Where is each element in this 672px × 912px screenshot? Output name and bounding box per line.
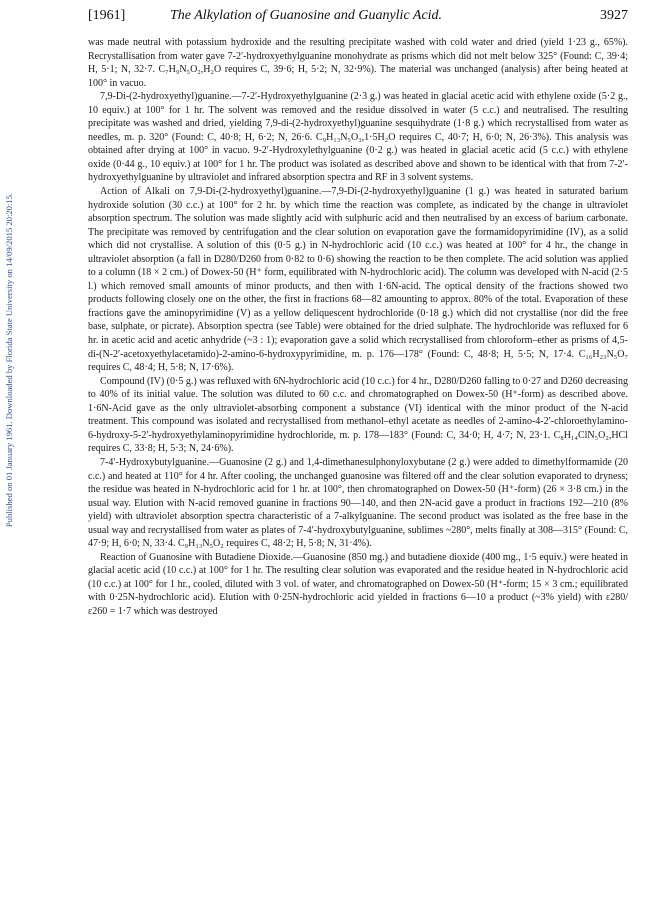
paragraph: 7,9-Di-(2-hydroxyethyl)guanine.—7-2′-Hydroxyethylguanine (2·3 g.) was heated in glacial acetic acid with ethylene oxide (5·2 g., 10 equiv.) at 100° for 1 hr. The solvent was removed and the residue dissolved in water (5 c.c.) and neutralised. The resulting precipitate was washed and dried, yielding 7,9-di-(2-hydroxyethyl)guanine sesquihydrate (1·8 g.) which recrystallised from water as needles, m. p. 320° (Found: C, 40·8; H, 6·2; N, 26·6. C₉H₁₃N₅O₃,1·5H₂O requires C, 40·7; H, 6·0; N, 26·3%). This analysis was obtained after drying at 100° in vacuo. 9-2′-Hydroxylethylguanine (0·2 g.) was heated in glacial acetic acid (5 c.c.) with ethylene oxide (0·44 g., 10 equiv.) at 100° for 1 hr. The product was isolated as described above and shown to be identical with that from 7-2′-hydroxyethylguanine by ultraviolet and infrared absorption spectra and RF in 3 solvent systems.: [88, 91, 628, 184]
paragraph: was made neutral with potassium hydroxide and the resulting precipitate washed with cold water and dried (yield 1·23 g., 65%). Recrystallisation from water gave 7-2′-hydroxyethylguanine monohydrate as prisms which did not melt below 325° (Found: C, 39·4; H, 5·1; N, 32·7. C₇H₉N₅O₂,H₂O requires C, 39·6; H, 5·2; N, 32·9%). The material was unchanged (analysis) after being heated at 100° in vacuo.: [88, 37, 628, 89]
header-year: [1961]: [88, 8, 126, 23]
download-notice: [0, 150, 18, 570]
page-number: 3927: [600, 8, 628, 23]
header-title: The Alkylation of Guanosine and Guanylic Acid.: [170, 8, 443, 23]
paragraph: Action of Alkali on 7,9-Di-(2-hydroxyethyl)guanine.—7,9-Di-(2-hydroxyethyl)guanine (1 g.) was heated in saturated barium hydroxide solution (30 c.c.) at 100° for 2 hr. by which time the reaction was complete, as indicated by the change in ultraviolet absorption spectrum. The solution was made slightly acid with sulphuric acid and then neutralised by an excess of barium carbonate. The precipitate was removed by centrifugation and the clear solution on evaporation gave the formamidopyrimidine (IV), as a solid which did not crystallise. A solution of this (0·5 g.) in N-hydrochloric acid (10 c.c.) was heated at 100° for 4 hr., the change in ultraviolet absorption (a fall in D280/D260 from 0·82 to 0·6) showing the reaction to be then complete. The acid solution was applied to a column (18 × 2 cm.) of Dowex-50 (H⁺ form, equilibrated with N-hydrochloric acid). The column was developed with N-acid (2·5 l.) which removed small amounts of minor products, and then with 1·6N-acid. The optical density of the fractions showed two products following closely one on the other, the first in fractions 68—82 amounting to approx. 80% of the total. Evaporation of these fractions gave the aminopyrimidine (V) as a yellow deliquescent hydrochloride (0·18 g.) which did not crystallise (nor did the free base, sulphate, or picrate). Absorption spectra (see Table) were obtained for the dried sulphate. The hydrochloride was refluxed for 6 hr. in acetic acid and acetic anhydride (~3 : 1); evaporation gave a solid which recrystallised from chloroform–ether as prisms of 4,5-di-(N-2′-acetoxyethylacetamido)-2-amino-6-hydroxypyrimidine, m. p. 176—178° (Found: C, 48·8; H, 5·5; N, 17·4. C₁₆H₂₃N₅O₇ requires C, 48·4; H, 5·8; N, 17·6%).: [88, 186, 628, 374]
paragraph: 7-4′-Hydroxybutylguanine.—Guanosine (2 g.) and 1,4-dimethanesulphonyloxybutane (2 g.) were added to dimethylformamide (20 c.c.) and heated at 110° for 4 hr. After cooling, the unchanged guanosine was filtered off and the clear solution evaporated to dryness; the residue was heated in N-hydrochloric acid for 1 hr. at 100°, then chromatographed on Dowex-50 (H⁺-form) (26 × 3·8 cm.) in the usual way. Elution with N-acid removed guanine in fractions 90—140, and then 2N-acid gave a product in fractions 192—210 (8% yield) with ultraviolet absorption spectra characteristic of a 7-alkylguanine. The second product was isolated as the free base in the usual way and recrystallised from water as plates of 7-4′-hydroxybutylguanine, sublimes ~280°, melts finally at 308—315° (Found: C, 47·9; H, 6·0; N, 33·4. C₉H₁₃N₅O₂ requires C, 48·2; H, 5·8; N, 31·4%).: [88, 456, 628, 550]
paragraph: Reaction of Guanosine with Butadiene Dioxide.—Guanosine (850 mg.) and butadiene dioxide (400 mg., 1·5 equiv.) were heated in glacial acetic acid (10 c.c.) at 100° for 1 hr. The resulting clear solution was evaporated and the residue heated in N-hydrochloric acid (10 c.c.) at 100° for 1 hr., cooled, diluted with 3 vol. of water, and chromatographed on Dowex-50 (H⁺-form; 15 × 3 cm.; equilibrated with 0·25N-hydrochloric acid). Elution with 0·25N-hydrochloric acid yielded in fractions 6—10 a product (~3% yield) with ε280/ε260 = 1·7 which was destroyed: [88, 551, 628, 617]
paragraph: Compound (IV) (0·5 g.) was refluxed with 6N-hydrochloric acid (10 c.c.) for 4 hr., D280/D260 falling to 0·27 and D260 decreasing to 40% of its initial value. The solution was diluted to 60 c.c. and chromatographed on Dowex-50 (H⁺-form) as described above. 1·6N-Acid gave as the only ultraviolet-absorbing component a substance (VI) identical with the minor product of the N-acid treatment. This compound was isolated and recrystallised from methanol–ethyl acetate as needles of 2-amino-4-2′-chloroethylamino-6-hydroxy-5-2′-hydroxyethylaminopyrimidine hydrochloride, m. p. 178—183° (Found: C, 34·0; H, 4·7; N, 23·1. C₈H₁₄ClN₅O₂,HCl requires C, 33·8; H, 5·3; N, 24·6%).: [88, 375, 628, 455]
download-notice-text: Published on 01 January 1961. Downloaded by Florida State University on 14/09/2015 20:20:15.: [4, 192, 14, 528]
running-header: [88, 8, 628, 30]
article-body: [88, 36, 628, 619]
